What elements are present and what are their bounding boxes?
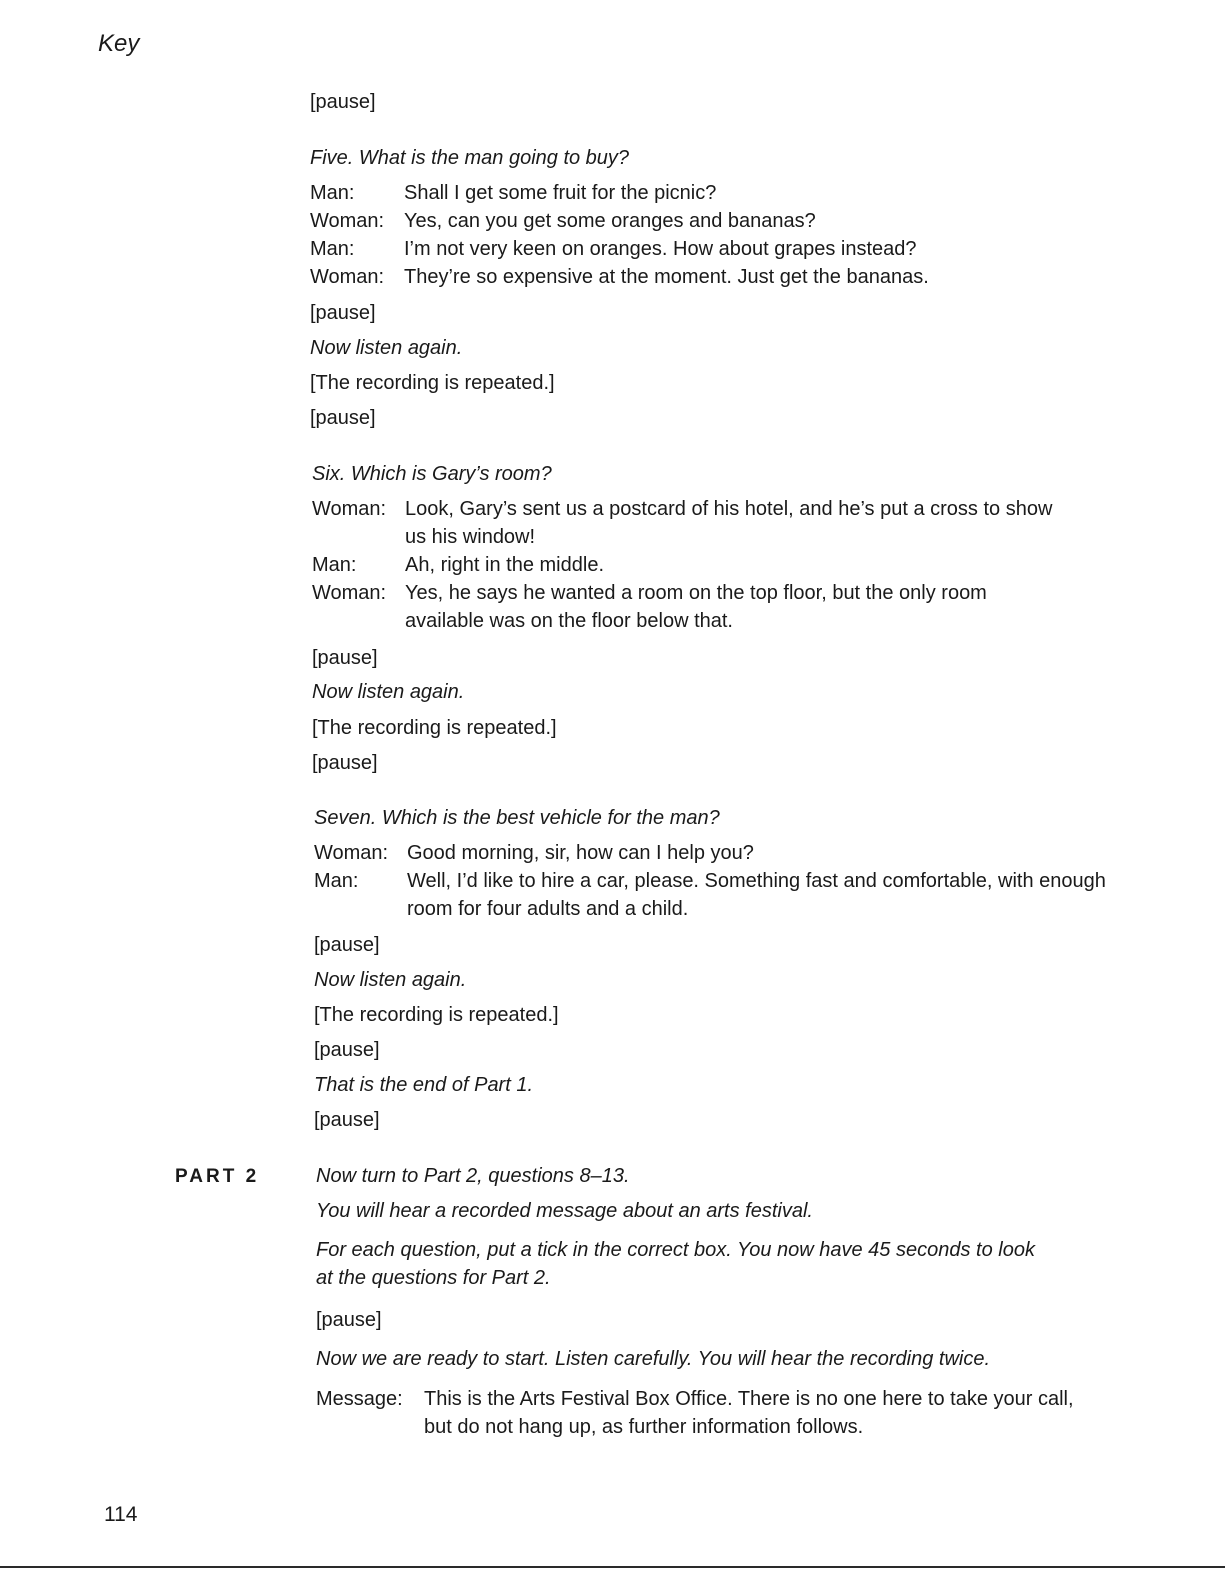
listen-again: Now listen again.: [310, 337, 463, 359]
recording-repeated: [The recording is repeated.]: [314, 1004, 559, 1026]
message-text: This is the Arts Festival Box Office. There is no one here to take your call, but do not hang up, as further information follows.: [424, 1388, 1074, 1438]
question-six: Six. Which is Gary’s room?: [312, 463, 552, 485]
utterance: Yes, he says he wanted a room on the top floor, but the only room available was on the floor below that.: [405, 582, 987, 632]
speaker-label: Woman:: [314, 842, 389, 864]
utterance: Ah, right in the middle.: [405, 554, 604, 576]
pause-marker: [pause]: [312, 647, 378, 669]
running-header: Key: [98, 30, 140, 57]
part-heading: PART 2: [175, 1166, 260, 1187]
page-number: 114: [104, 1503, 138, 1526]
pause-marker: [pause]: [312, 752, 378, 774]
speaker-label: Man:: [312, 554, 357, 576]
utterance: Good morning, sir, how can I help you?: [407, 842, 754, 864]
pause-marker: [pause]: [310, 302, 376, 324]
speaker-label: Message:: [316, 1388, 403, 1410]
pause-marker: [pause]: [314, 1039, 380, 1061]
speaker-label: Woman:: [312, 582, 387, 604]
part-two-description: You will hear a recorded message about an arts festival.: [316, 1200, 813, 1222]
pause-marker: [pause]: [310, 407, 376, 429]
listen-again: Now listen again.: [312, 681, 465, 703]
pause-marker: [pause]: [310, 91, 376, 113]
speaker-label: Woman:: [312, 498, 387, 520]
speaker-label: Woman:: [310, 210, 385, 232]
pause-marker: [pause]: [314, 1109, 380, 1131]
utterance: I’m not very keen on oranges. How about grapes instead?: [404, 238, 917, 260]
speaker-label: Man:: [310, 238, 355, 260]
part-two-intro: Now turn to Part 2, questions 8–13.: [316, 1165, 630, 1187]
pause-marker: [pause]: [316, 1309, 382, 1331]
listen-again: Now listen again.: [314, 969, 467, 991]
utterance: Well, I’d like to hire a car, please. Something fast and comfortable, with enough room for four adults and a child.: [407, 870, 1106, 920]
recording-repeated: [The recording is repeated.]: [310, 372, 555, 394]
speaker-label: Man:: [310, 182, 355, 204]
question-five: Five. What is the man going to buy?: [310, 147, 630, 169]
end-of-part-one: That is the end of Part 1.: [314, 1074, 534, 1096]
speaker-label: Man:: [314, 870, 359, 892]
part-two-instruction: For each question, put a tick in the correct box. You now have 45 seconds to look at the questions for Part 2.: [316, 1239, 1035, 1289]
page-bottom-rule: [0, 1566, 1225, 1568]
utterance: Yes, can you get some oranges and bananas?: [404, 210, 816, 232]
utterance: Look, Gary’s sent us a postcard of his hotel, and he’s put a cross to show us his window!: [405, 498, 1053, 548]
question-seven: Seven. Which is the best vehicle for the man?: [314, 807, 720, 829]
ready-to-start: Now we are ready to start. Listen carefully. You will hear the recording twice.: [316, 1348, 991, 1370]
utterance: They’re so expensive at the moment. Just get the bananas.: [404, 266, 929, 288]
speaker-label: Woman:: [310, 266, 385, 288]
utterance: Shall I get some fruit for the picnic?: [404, 182, 717, 204]
pause-marker: [pause]: [314, 934, 380, 956]
recording-repeated: [The recording is repeated.]: [312, 717, 557, 739]
